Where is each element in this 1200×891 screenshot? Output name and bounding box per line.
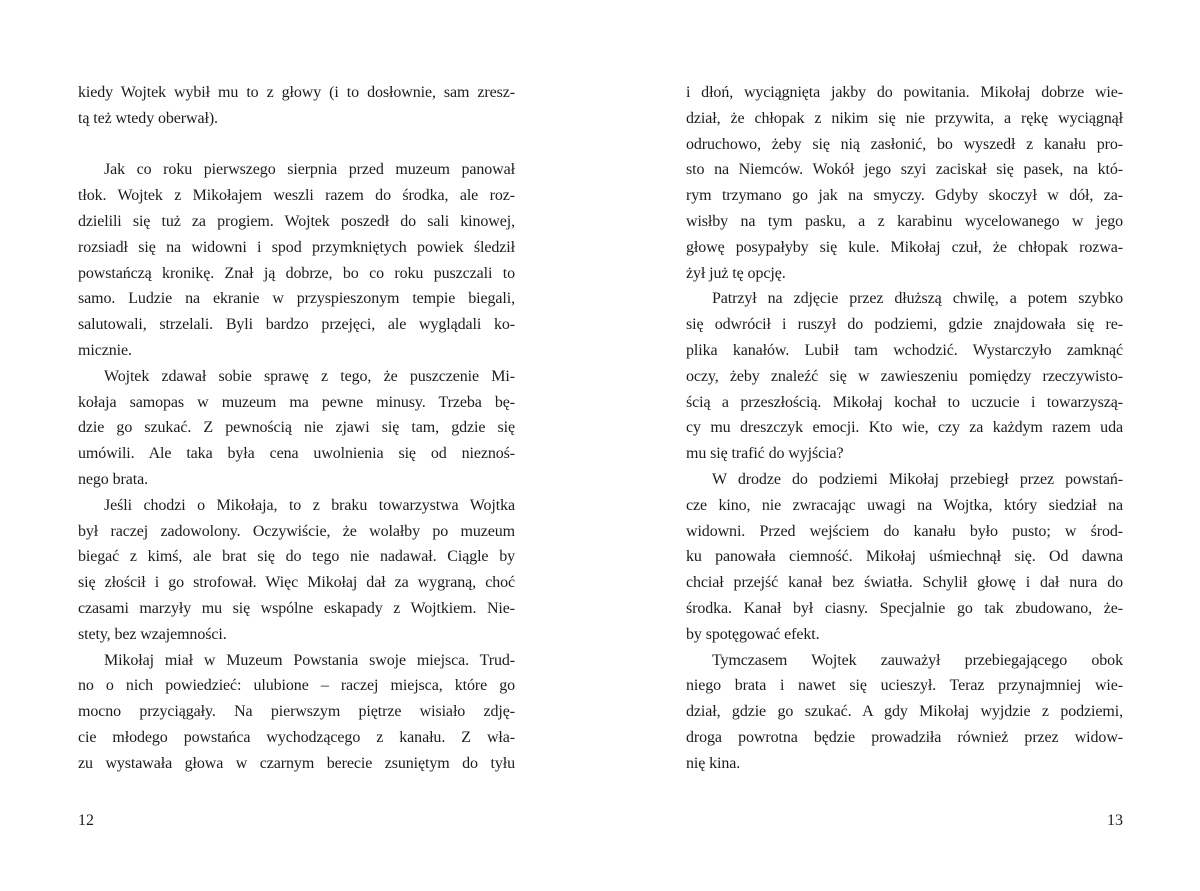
text-line: nego brata. [78, 470, 148, 488]
text-line: plika kanałów. Lubił tam wchodzić. Wystarczyło zamknąć [686, 341, 1123, 359]
page-number-right: 13 [1107, 812, 1123, 829]
text-line: dzie go szukać. Z pewnością nie zjawi się tam, gdzie się [78, 419, 515, 437]
text-line: tą też wtedy oberwał). [78, 109, 218, 127]
text-line: i dłoń, wyciągnięta jakby do powitania. Mikołaj dobrze wie- [686, 84, 1123, 101]
text-line: cze kino, nie zwracając uwagi na Wojtka, który siedział na [686, 496, 1123, 514]
text-line: ścią a przeszłością. Mikołaj kochał to uczucie i towarzyszą- [686, 393, 1123, 411]
paragraph [78, 493, 515, 648]
paragraph [78, 364, 515, 493]
text-line: Jeśli chodzi o Mikołaja, to z braku towarzystwa Wojtka [104, 496, 515, 514]
text-line: mu się trafić do wyjścia? [686, 445, 844, 463]
text-line: salutowali, strzelali. Byli bardzo przejęci, ale wyglądali ko- [78, 316, 515, 334]
text-line: Patrzył na zdjęcie przez dłuższą chwilę, a potem szybko [712, 290, 1123, 308]
text-line: cy mu dreszczyk emocji. Kto wie, czy za każdym razem uda [686, 419, 1123, 437]
text-line: biegać z kimś, ale brat się do tego nie nadawał. Ciągle by [78, 548, 515, 566]
text-line: mocno przyciągały. Na pierwszym piętrze wisiało zdję- [78, 703, 515, 721]
text-line: środka. Kanał był ciasny. Specjalnie go tak zbudowano, że- [686, 599, 1123, 617]
text-line: samo. Ludzie na ekranie w przyspieszonym tempie biegali, [78, 290, 515, 308]
text-line: się złościł i go strofował. Więc Mikołaj dał za wygraną, choć [78, 574, 515, 592]
text-line: sto na Niemców. Wokół jego szyi zaciskał się pasek, na któ- [686, 161, 1123, 179]
text-line: kołaja samopas w muzeum ma pewne minusy. Trzeba bę- [78, 393, 515, 411]
text-line: oczy, żeby znaleźć się w zawieszeniu pomiędzy rzeczywisto- [686, 367, 1123, 385]
text-line: dział, gdzie go szukać. A gdy Mikołaj wyjdzie z podziemi, [686, 703, 1123, 721]
text-line: droga powrotna będzie prowadziła również przez widow- [686, 728, 1123, 746]
text-line: dział, że chłopak z nikim się nie przywita, a rękę wyciągnął [686, 109, 1123, 127]
text-line: cie młodego powstańca wychodzącego z kanału. Z wła- [78, 728, 515, 746]
text-line: kiedy Wojtek wybił mu to z głowy (i to dosłownie, sam zresz- [78, 84, 515, 101]
paragraph [78, 648, 515, 777]
text-line: żył już tę opcję. [686, 264, 786, 282]
paragraph [78, 157, 515, 363]
text-line: powstańczą kronikę. Znał ją dobrze, bo co roku puszczali to [78, 264, 515, 282]
text-line: umówili. Ale taka była cena uwolnienia się od nieznoś- [78, 445, 515, 463]
text-line: micznie. [78, 341, 132, 359]
text-line: Tymczasem Wojtek zauważył przebiegającego obok [712, 651, 1123, 669]
book-page-right [686, 80, 1123, 777]
text-line: czasami marzyły mu się wspólne eskapady z Wojtkiem. Nie- [78, 599, 515, 617]
text-line: był raczej zadowolony. Oczywiście, że wolałby po muzeum [78, 522, 515, 540]
text-line: no o nich powiedzieć: ulubione – raczej miejsca, które go [78, 677, 515, 695]
text-line: stety, bez wzajemności. [78, 625, 227, 643]
text-line: widowni. Przed wejściem do kanału było pusto; w środ- [686, 522, 1123, 540]
text-line: ku panowała ciemność. Mikołaj uśmiechnął się. Od dawna [686, 548, 1123, 566]
text-line: dzielili się tuż za progiem. Wojtek poszedł do sali kinowej, [78, 212, 515, 230]
text-line: nię kina. [686, 754, 741, 772]
text-line: wisłby na tym pasku, a z karabinu wycelowanego w jego [686, 212, 1123, 230]
paragraph [686, 286, 1123, 467]
text-line: tłok. Wojtek z Mikołajem weszli razem do środka, ale roz- [78, 187, 515, 205]
book-page-left [78, 80, 515, 777]
paragraph [686, 80, 1123, 286]
text-line: odruchowo, żeby się nią zasłonić, bo wyszedł z kanału pro- [686, 135, 1123, 153]
text-line: zu wystawała głowa w czarnym berecie zsuniętym do tyłu [78, 754, 515, 772]
text-line: Jak co roku pierwszego sierpnia przed muzeum panował [104, 161, 515, 179]
text-line: by spotęgować efekt. [686, 625, 820, 643]
text-line: W drodze do podziemi Mikołaj przebiegł przez powstań- [712, 470, 1123, 488]
text-line: Mikołaj miał w Muzeum Powstania swoje miejsca. Trud- [104, 651, 515, 669]
paragraph [78, 80, 515, 132]
text-line: się odwrócił i ruszył do podziemi, gdzie znajdowała się re- [686, 316, 1123, 334]
text-line: chciał przejść kanał bez światła. Schylił głowę i dał nura do [686, 574, 1123, 592]
paragraph [686, 467, 1123, 648]
page-number-left: 12 [78, 812, 94, 829]
text-line: rym trzymano go jak na smyczy. Gdyby skoczył w dół, za- [686, 187, 1123, 205]
text-line: Wojtek zdawał sobie sprawę z tego, że puszczenie Mi- [104, 367, 515, 385]
text-line: głowę posypałyby się kule. Mikołaj czuł, że chłopak rozwa- [686, 238, 1123, 256]
text-line: rozsiadł się na widowni i spod przymkniętych powiek śledził [78, 238, 515, 256]
paragraph [686, 648, 1123, 777]
text-line: niego brata i nawet się ucieszył. Teraz przynajmniej wie- [686, 677, 1123, 695]
